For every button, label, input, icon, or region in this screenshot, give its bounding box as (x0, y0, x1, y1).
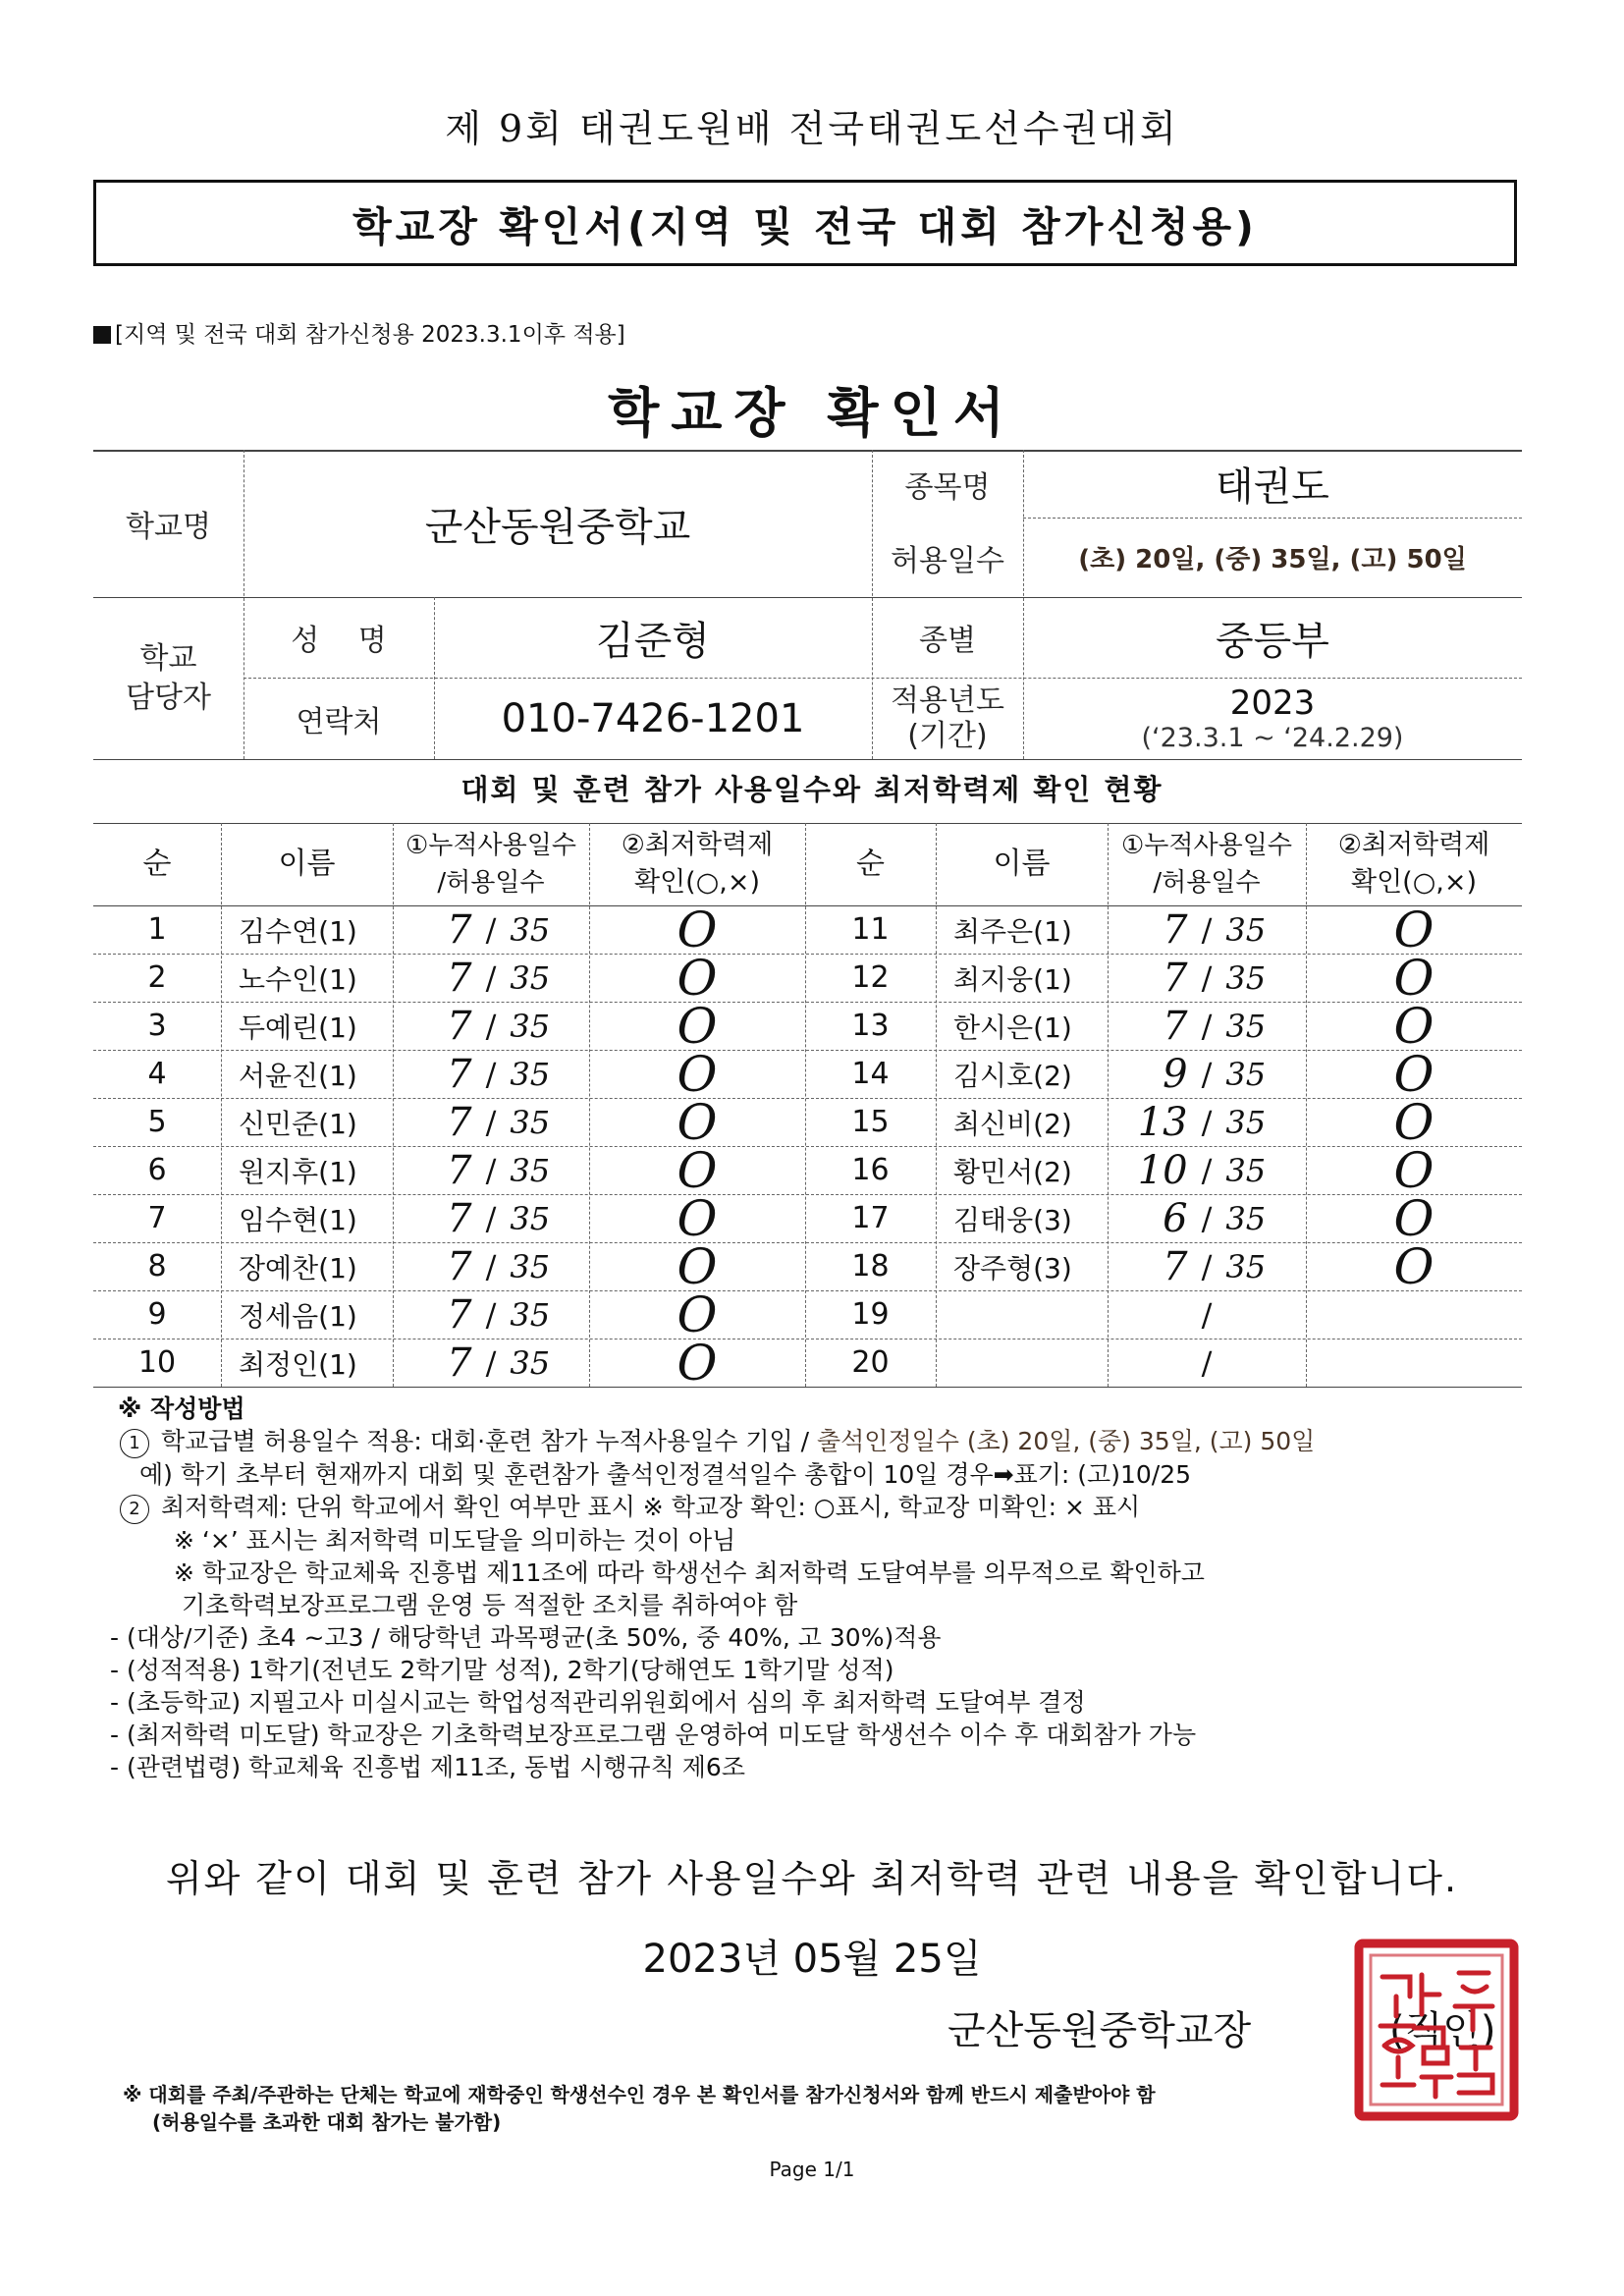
used-days: 7 (447, 1147, 472, 1193)
school-name-label: 학교명 (126, 510, 211, 544)
circled-1-icon: 1 (120, 1429, 149, 1458)
allowed-days: 35 (510, 1055, 551, 1093)
method-item-1-example: 예) 학기 초부터 현재까지 대회 및 훈련참가 출석인정결석일수 총합이 10일 경우➡표기: (고)10/25 (139, 1460, 1192, 1489)
row-number: 4 (147, 1057, 167, 1091)
allowed-days: 35 (510, 1343, 551, 1382)
allowed-days: 35 (1225, 1151, 1267, 1189)
footer-note (123, 2081, 1556, 2136)
student-name: 두예린(1) (239, 1011, 357, 1044)
days-slash: / (485, 1247, 497, 1285)
used-allowed-days (1108, 1050, 1306, 1098)
row-number: 14 (851, 1057, 890, 1091)
page-number: Page 1/1 (769, 2158, 855, 2181)
academic-check-mark: O (1393, 1093, 1435, 1151)
row-number: 9 (147, 1297, 167, 1332)
col-no-header-right: 순 (856, 847, 885, 881)
academic-check-mark: O (677, 1237, 718, 1295)
col-name-header-right: 이름 (993, 847, 1051, 881)
used-days: 7 (447, 1003, 472, 1049)
used-days: 7 (447, 1195, 472, 1241)
contact-label: 연락처 (296, 704, 382, 739)
allowed-days: 35 (510, 1247, 551, 1285)
days-slash: / (485, 1199, 497, 1237)
used-allowed-days (1108, 1002, 1306, 1050)
days-slash: / (1201, 1103, 1213, 1141)
student-name: 정세음(1) (239, 1299, 357, 1333)
days-slash: / (485, 1103, 497, 1141)
row-number: 12 (851, 960, 890, 995)
category-label: 종별 (919, 624, 976, 658)
student-name: 장예찬(1) (239, 1251, 357, 1285)
apply-note-text: [지역 및 전국 대회 참가신청용 2023.3.1이후 적용] (115, 322, 625, 348)
manager-label: 학교 담당자 (126, 640, 211, 715)
academic-check-mark: O (677, 1093, 718, 1151)
allowed-days-value: (초) 20일, (중) 35일, (고) 50일 (1078, 545, 1467, 574)
status-title: 대회 및 훈련 참가 사용일수와 최저학력제 확인 현황 (460, 773, 1164, 806)
student-name (936, 1339, 1108, 1387)
days-slash: / (485, 1007, 497, 1045)
student-name: 서윤진(1) (239, 1059, 357, 1092)
academic-check-mark: O (677, 1285, 718, 1343)
form-title-box: 학교장 확인서(지역 및 전국 대회 참가신청용) (93, 180, 1517, 266)
document-title: 학교장 확인서 (608, 382, 1016, 444)
student-name: 최정인(1) (239, 1347, 357, 1381)
principal-name: 군산동원중학교장 (947, 2008, 1252, 2053)
student-name: 장주형(3) (953, 1251, 1072, 1285)
days-slash: / (485, 958, 497, 997)
method-item-1 (120, 1425, 1534, 1458)
method-dash-1: - (대상/기준) 초4 ~고3 / 해당학년 과목평균(초 50%, 중 40%, 고 30%)적용 (110, 1623, 942, 1652)
student-name: 김태웅(3) (953, 1203, 1072, 1236)
academic-check-mark: O (1393, 949, 1435, 1007)
used-allowed-days (393, 1050, 589, 1098)
row-number: 7 (147, 1201, 167, 1235)
row-number: 8 (147, 1249, 167, 1284)
allowed-days: 35 (510, 1151, 551, 1189)
allowed-days: 35 (510, 958, 551, 997)
student-name (936, 1290, 1108, 1339)
writing-method (110, 1393, 1534, 1783)
row-number: 16 (851, 1153, 890, 1187)
year-cell (1023, 678, 1522, 759)
row-number: 17 (851, 1201, 890, 1235)
academic-check-mark: O (677, 901, 718, 958)
used-allowed-days (393, 1242, 589, 1290)
row-number: 13 (851, 1009, 890, 1043)
used-days: 13 (1137, 1099, 1188, 1145)
used-allowed-days (393, 954, 589, 1002)
student-name: 임수현(1) (239, 1203, 357, 1236)
method-item-1-text: 학교급별 허용일수 적용: 대회·훈련 참가 누적사용일수 기입 / (161, 1427, 817, 1455)
used-allowed-days (1108, 1290, 1306, 1339)
student-name: 최주은(1) (953, 914, 1072, 948)
row-number: 11 (851, 912, 890, 947)
method-item-2 (120, 1491, 1534, 1524)
allowed-days: 35 (1225, 1247, 1267, 1285)
col-academic-header-right: ②최저학력제 확인(○,×) (1337, 830, 1490, 898)
row-number: 3 (147, 1009, 167, 1043)
days-slash: / (1201, 1055, 1213, 1093)
allowed-days: 35 (510, 1007, 551, 1045)
method-note-2b: 기초학력보장프로그램 운영 등 적절한 조치를 취하여야 함 (182, 1591, 798, 1619)
used-days: 7 (447, 1051, 472, 1097)
date: 2023년 05월 25일 (642, 1937, 982, 1982)
days-slash: / (1201, 1151, 1213, 1189)
sport-label: 종목명 (904, 469, 991, 505)
days-slash: / (1201, 1295, 1213, 1334)
academic-check-mark: O (1393, 997, 1435, 1055)
days-slash: / (1201, 1199, 1213, 1237)
used-allowed-days (393, 1098, 589, 1146)
col-name-header: 이름 (278, 847, 336, 881)
used-allowed-days (1108, 1194, 1306, 1242)
academic-check-mark: O (677, 949, 718, 1007)
row-number: 18 (851, 1249, 890, 1284)
row-number: 2 (147, 960, 167, 995)
student-name: 황민서(2) (953, 1155, 1072, 1188)
used-allowed-days (393, 1339, 589, 1387)
academic-check-mark (1306, 1339, 1522, 1387)
apply-note (93, 316, 625, 349)
year-label: 적용년도 (기간) (891, 683, 1004, 753)
used-allowed-days (393, 1002, 589, 1050)
academic-check-mark: O (677, 1141, 718, 1199)
used-days: 7 (447, 1291, 472, 1338)
days-slash: / (485, 1151, 497, 1189)
method-heading: ※ 작성방법 (118, 1394, 245, 1423)
allowed-days: 35 (1225, 910, 1267, 949)
academic-check-mark: O (1393, 1045, 1435, 1103)
used-allowed-days (393, 1194, 589, 1242)
allowed-days: 35 (1225, 1055, 1267, 1093)
allowed-days: 35 (510, 1199, 551, 1237)
student-name: 김수연(1) (239, 914, 357, 948)
used-days: 7 (1163, 906, 1188, 953)
academic-check-mark: O (677, 1189, 718, 1247)
name-label: 성 명 (291, 624, 387, 658)
event-title: 제 9회 태권도원배 전국태권도선수권대회 (445, 107, 1179, 150)
academic-check-mark: O (1393, 1141, 1435, 1199)
confirmation-statement: 위와 같이 대회 및 훈련 참가 사용일수와 최저학력 관련 내용을 확인합니다. (165, 1857, 1459, 1900)
student-name: 원지후(1) (239, 1155, 357, 1188)
method-note-2: ※ 학교장은 학교체육 진흥법 제11조에 따라 학생선수 최저학력 도달여부를 의무적으로 확인하고 (174, 1558, 1205, 1587)
used-allowed-days (1108, 1146, 1306, 1194)
footer-note-line-2: (허용일수를 초과한 대회 참가는 불가함) (152, 2110, 502, 2134)
academic-check-mark: O (1393, 1189, 1435, 1247)
used-days: 7 (1163, 1243, 1188, 1289)
row-number: 20 (851, 1345, 890, 1380)
used-days: 7 (1163, 1003, 1188, 1049)
days-slash: / (485, 1055, 497, 1093)
row-number: 15 (851, 1105, 890, 1139)
days-slash: / (1201, 958, 1213, 997)
contact-value: 010-7426-1201 (501, 695, 805, 741)
category-value: 중등부 (1216, 618, 1329, 664)
used-days: 7 (447, 1099, 472, 1145)
circled-2-icon: 2 (120, 1495, 149, 1524)
school-name-value: 군산동원중학교 (424, 504, 691, 550)
method-item-2-text: 최저학력제: 단위 학교에서 확인 여부만 표시 ※ 학교장 확인: ○표시, 학교장 미확인: × 표시 (161, 1493, 1141, 1521)
academic-check-mark: O (677, 1334, 718, 1392)
col-no-header: 순 (142, 847, 172, 881)
academic-check-mark: O (1393, 901, 1435, 958)
method-dash-2: - (성적적용) 1학기(전년도 2학기말 성적), 2학기(당해연도 1학기말 성적) (110, 1656, 894, 1684)
footer-note-line-1: ※ 대회를 주최/주관하는 단체는 학교에 재학중인 학생선수인 경우 본 확인서를 참가신청서와 함께 반드시 제출받아야 함 (123, 2083, 1156, 2106)
manager-name-value: 김준형 (596, 618, 710, 664)
col-days-header: ①누적사용일수 /허용일수 (405, 831, 576, 898)
used-allowed-days (1108, 954, 1306, 1002)
col-academic-header: ②최저학력제 확인(○,×) (621, 830, 774, 898)
academic-check-mark: O (677, 1045, 718, 1103)
used-allowed-days (1108, 905, 1306, 954)
days-slash: / (485, 910, 497, 949)
used-days: 7 (447, 906, 472, 953)
sport-value: 태권도 (1216, 465, 1329, 510)
allowed-days: 35 (1225, 1103, 1267, 1141)
student-name: 최신비(2) (953, 1107, 1072, 1140)
days-slash: / (1201, 910, 1213, 949)
days-slash: / (1201, 1343, 1213, 1382)
used-allowed-days (393, 905, 589, 954)
days-slash: / (1201, 1247, 1213, 1285)
row-number: 1 (147, 912, 167, 947)
student-name: 노수인(1) (239, 962, 357, 996)
allowed-days: 35 (510, 1103, 551, 1141)
used-allowed-days (1108, 1242, 1306, 1290)
square-bullet-icon (93, 326, 111, 344)
used-days: 9 (1163, 1051, 1188, 1097)
student-name: 최지웅(1) (953, 962, 1072, 996)
used-allowed-days (393, 1146, 589, 1194)
used-days: 10 (1137, 1147, 1188, 1193)
year-value: 2023 (1229, 683, 1316, 723)
row-number: 6 (147, 1153, 167, 1187)
year-period: (‘23.3.1 ~ ‘24.2.29) (1141, 723, 1404, 753)
days-slash: / (485, 1295, 497, 1334)
allowed-days-label: 허용일수 (891, 543, 1004, 578)
allowed-days: 35 (510, 1295, 551, 1334)
allowed-days: 35 (1225, 958, 1267, 997)
row-number: 10 (137, 1345, 177, 1380)
student-name: 신민준(1) (239, 1107, 357, 1140)
used-days: 7 (1163, 955, 1188, 1001)
days-slash: / (485, 1343, 497, 1382)
student-name: 한시은(1) (953, 1011, 1072, 1044)
used-allowed-days (1108, 1339, 1306, 1387)
used-allowed-days (393, 1290, 589, 1339)
used-days: 7 (447, 1243, 472, 1289)
allowed-days: 35 (1225, 1199, 1267, 1237)
method-note-1: ※ ‘×’ 표시는 최저학력 미도달을 의미하는 것이 아님 (174, 1526, 736, 1555)
student-name: 김시호(2) (953, 1059, 1072, 1092)
academic-check-mark: O (677, 997, 718, 1055)
days-slash: / (1201, 1007, 1213, 1045)
method-dash-3: - (초등학교) 지필고사 미실시교는 학업성적관리위원회에서 심의 후 최저학력 도달여부 결정 (110, 1688, 1086, 1717)
row-number: 19 (851, 1297, 890, 1332)
method-dash-4: - (최저학력 미도달) 학교장은 기초학력보장프로그램 운영하여 미도달 학생선수 이수 후 대회참가 가능 (110, 1721, 1197, 1749)
used-allowed-days (1108, 1098, 1306, 1146)
academic-check-mark (1306, 1290, 1522, 1339)
method-dash-5: - (관련법령) 학교체육 진흥법 제11조, 동법 시행규칙 제6조 (110, 1753, 745, 1781)
allowed-days: 35 (1225, 1007, 1267, 1045)
row-number: 5 (147, 1105, 167, 1139)
used-days: 6 (1163, 1195, 1188, 1241)
col-days-header-right: ①누적사용일수 /허용일수 (1120, 831, 1292, 898)
allowed-days: 35 (510, 910, 551, 949)
academic-check-mark: O (1393, 1237, 1435, 1295)
seal-label: (직인) (1389, 2008, 1496, 2053)
used-days: 7 (447, 1339, 472, 1386)
used-days: 7 (447, 955, 472, 1001)
method-item-1-highlight: 출석인정일수 (초) 20일, (중) 35일, (고) 50일 (816, 1427, 1316, 1455)
